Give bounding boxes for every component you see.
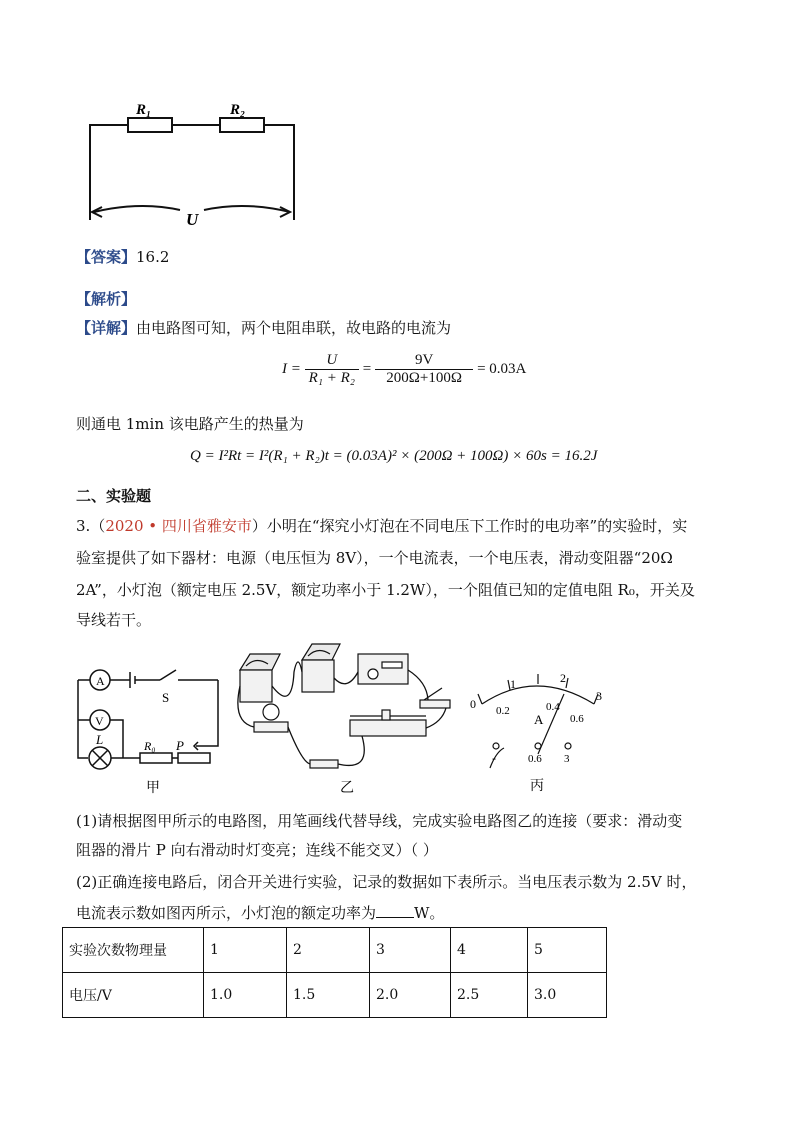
tick-3: 3 (596, 689, 602, 703)
problem-line-4: 导线若干。 (76, 611, 152, 629)
analysis-tag: 【解析】 (76, 290, 137, 308)
problem-line-3: 2A”，小灯泡（额定电压 2.5V，额定功率小于 1.2W），一个阻值已知的定值电阻 R₀，开关及 (76, 581, 695, 599)
detail-line (76, 317, 451, 339)
tick-0-4: 0.4 (546, 701, 560, 713)
slide-rheostat (350, 720, 426, 736)
detail-text: 由电路图可知，两个电阻串联，故电路的电流为 (136, 319, 452, 337)
q2-line-2: 电流表示数如图丙所示，小灯泡的额定功率为 W。 (76, 904, 445, 922)
figure-yi-equipment (232, 642, 462, 798)
unit-label: A (534, 712, 544, 727)
r2-label: R₂ (230, 102, 246, 118)
fraction-values: $\frac{9V}{200\Omega+100\Omega}$ (375, 352, 473, 387)
answer-value: 16.2 (136, 248, 170, 266)
voltmeter-label: V (95, 714, 104, 728)
q1-line-2: 阻器的滑片 P 向右滑动时灯变亮；连线不能交叉）（ ） (76, 841, 438, 859)
lamp-holder (254, 722, 288, 732)
tick-0-2: 0.2 (496, 705, 510, 717)
formula1-result: = 0.03A (477, 360, 527, 377)
q2-line-1: (2)正确连接电路后，闭合开关进行实验，记录的数据如下表所示。当电压表示数为 2.5V 时， (76, 873, 697, 891)
current-formula (282, 352, 526, 387)
r0-label: R₀ (144, 739, 156, 753)
answer-tag: 【答案】 (76, 248, 137, 266)
section-title: 二、实验题 (76, 487, 152, 505)
ammeter-label: A (96, 674, 105, 688)
tick-1: 1 (510, 677, 516, 691)
power-supply (358, 654, 408, 684)
heat-formula: Q = I²Rt = I²(R₁ + R₂)t = (0.03A)² × (200Ω + 100Ω) × 60s = 16.2J (190, 448, 598, 464)
r1-label: R₁ (136, 102, 152, 118)
figure-jia-circuit (68, 658, 228, 798)
figure-yi-label: 乙 (340, 781, 354, 796)
formula1-lhs: I = (282, 360, 301, 377)
meter-1 (240, 670, 272, 702)
terminal-0-6: 0.6 (528, 753, 542, 765)
figure-bing-label: 丙 (530, 779, 544, 794)
meter-2 (302, 660, 334, 692)
heat-intro-line: 则通电 1min 该电路产生的热量为 (76, 415, 304, 433)
figure-jia-label: 甲 (146, 781, 160, 796)
problem-line-1: 3.（2020 • 四川省雅安市）小明在“探究小灯泡在不同电压下工作时的电功率”的实验时，实 (76, 517, 688, 535)
switch-label: S (162, 690, 170, 705)
resistor-r0 (140, 753, 172, 763)
problem-line-2: 验室提供了如下器材：电源（电压恒为 8V），一个电流表，一个电压表，滑动变阻器“20Ω (76, 549, 673, 567)
table-row: 实验次数物理量 1 2 3 4 5 (63, 928, 607, 973)
data-table (62, 927, 607, 1018)
lamp-label: L (96, 732, 104, 747)
terminal-minus: - (492, 751, 496, 765)
tick-0: 0 (470, 697, 476, 711)
dial-arc (482, 686, 594, 704)
formula1-eq: = (362, 360, 372, 377)
detail-tag: 【详解】 (76, 319, 137, 337)
fraction-u-over-r: $\frac{U}{\text{R₁ + R₂}}$ (305, 352, 359, 387)
problem-source: 2020 • 四川省雅安市 (105, 517, 252, 535)
p-label: P (176, 738, 184, 753)
figure-bing-ammeter (466, 664, 616, 798)
u-label: U (186, 210, 199, 229)
resistor-r1 (128, 118, 172, 132)
lamp-bulb (263, 704, 279, 720)
rheostat (178, 753, 210, 763)
analysis-line (76, 288, 136, 310)
terminal-3: 3 (564, 753, 570, 765)
q1-line-1: (1)请根据图甲所示的电路图，用笔画线代替导线，完成实验电路图乙的连接（要求：滑动变 (76, 812, 683, 830)
series-circuit-diagram (80, 95, 310, 235)
answer-line (76, 246, 169, 268)
answer-blank[interactable] (376, 917, 414, 918)
table-row: 电压/V 1.0 1.5 2.0 2.5 3.0 (63, 973, 607, 1018)
knife-switch (420, 700, 450, 708)
tick-2: 2 (560, 671, 566, 685)
tick-0-6: 0.6 (570, 713, 584, 725)
fixed-resistor (310, 760, 338, 768)
resistor-r2 (220, 118, 264, 132)
